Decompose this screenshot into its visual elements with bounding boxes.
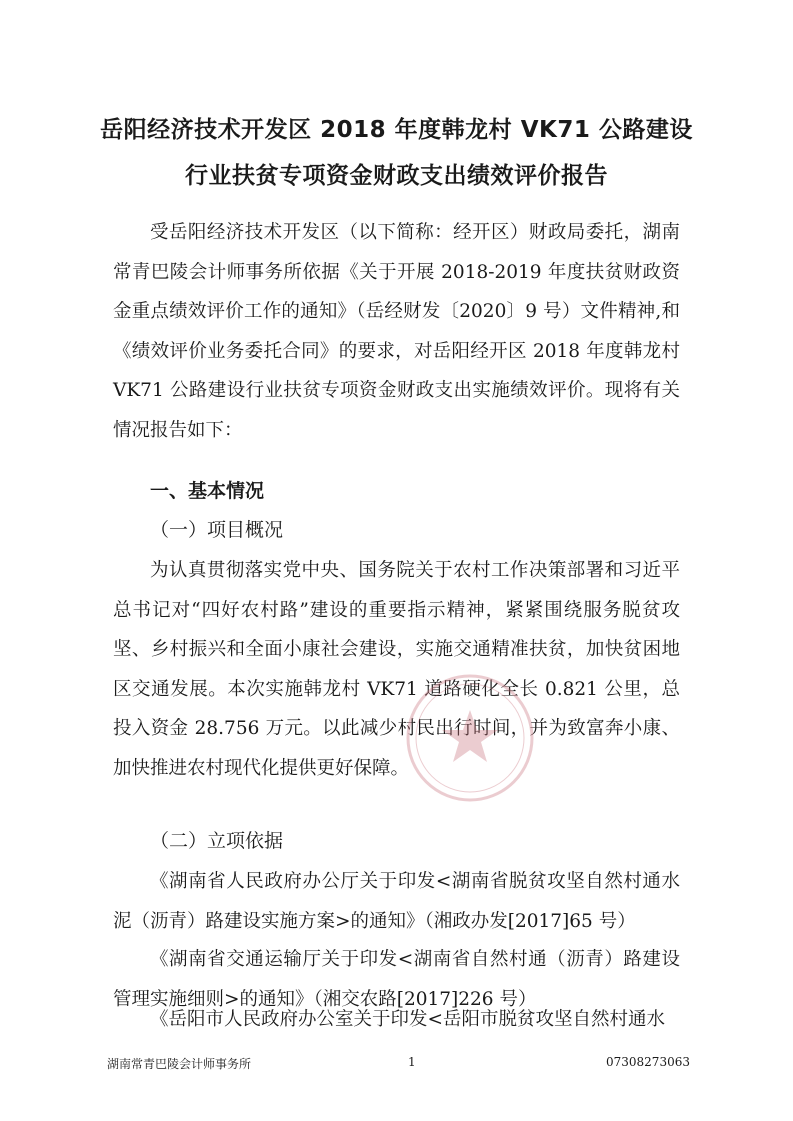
project-overview-paragraph: 为认真贯彻落实党中央、国务院关于农村工作决策部署和习近平总书记对“四好农村路”建设的重要指示精神，紧紧围绕服务脱贫攻坚、乡村振兴和全面小康社会建设，实施交通精准扶贫，加快贫困地区交通发展。本次实施韩龙村 VK71 道路硬化全长 0.821 公里，总投入资金 28.756 万元。以此减少村民出行时间，并为致富奔小康、加快推进农村现代化提供更好保障。 — [113, 560, 680, 779]
footer-page-number: 1 — [408, 1055, 416, 1069]
basis-item: 《湖南省交通运输厅关于印发<湖南省自然村通（沥青）路建设管理实施细则>的通知》（湘交农路[2017]226 号） — [113, 949, 680, 1010]
report-title-line2: 行业扶贫专项资金财政支出绩效评价报告 — [185, 163, 608, 189]
report-title-line1: 岳阳经济技术开发区 2018 年度韩龙村 VK71 公路建设 — [100, 117, 693, 143]
subsection-heading-project-overview: （一）项目概况 — [150, 519, 284, 541]
section-heading-basic-info: 一、基本情况 — [150, 480, 265, 502]
footer-firm-name: 湖南常青巴陵会计师事务所 — [107, 1057, 252, 1071]
basis-item: 《湖南省人民政府办公厅关于印发<湖南省脱贫攻坚自然村通水泥（沥青）路建设实施方案>的通知》（湘政办发[2017]65 号） — [113, 871, 680, 932]
subsection-heading-project-basis: （二）立项依据 — [150, 830, 284, 852]
basis-item: 《岳阳市人民政府办公室关于印发<岳阳市脱贫攻坚自然村通水 — [150, 1009, 666, 1030]
footer-phone: 07308273063 — [606, 1055, 690, 1069]
intro-paragraph: 受岳阳经济技术开发区（以下简称：经开区）财政局委托，湖南常青巴陵会计师事务所依据《关于开展 2018-2019 年度扶贫财政资金重点绩效评价工作的通知》（岳经财发〔2020〕9 号）文件精神,和《绩效评价业务委托合同》的要求，对岳阳经开区 2018 年度韩龙村 VK71 公路建设行业扶贫专项资金财政支出实施绩效评价。现将有关情况报告如下： — [113, 222, 680, 441]
report-title — [60, 107, 733, 199]
